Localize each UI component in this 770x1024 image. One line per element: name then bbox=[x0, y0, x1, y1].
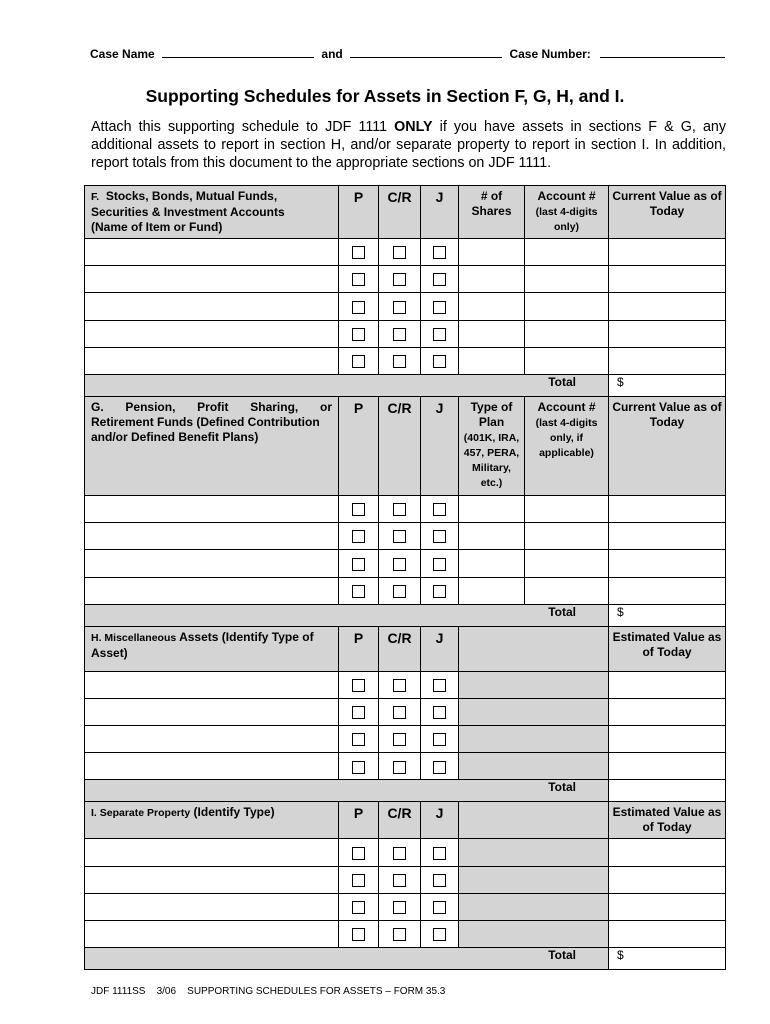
checkbox-cell-p bbox=[339, 866, 379, 893]
j-checkbox[interactable] bbox=[433, 761, 446, 774]
section-g-total-row bbox=[85, 604, 726, 626]
value-field[interactable] bbox=[609, 698, 726, 725]
checkbox-cell-p bbox=[339, 347, 379, 374]
total-label: Total bbox=[85, 780, 609, 802]
section-i-entry-row bbox=[85, 839, 726, 866]
col-shares: # of Shares bbox=[459, 186, 525, 239]
j-checkbox[interactable] bbox=[433, 328, 446, 341]
checkbox-cell-cr bbox=[379, 495, 421, 522]
account-field[interactable] bbox=[525, 550, 609, 577]
total-label: Total bbox=[85, 374, 609, 396]
account-field[interactable] bbox=[525, 266, 609, 293]
section-g-entry-row bbox=[85, 550, 726, 577]
section-h-entry-row bbox=[85, 726, 726, 753]
section-g-entry-row bbox=[85, 495, 726, 522]
section-h-header bbox=[85, 626, 726, 671]
p-checkbox[interactable] bbox=[352, 706, 365, 719]
checkbox-cell-cr bbox=[379, 671, 421, 698]
header-blank bbox=[459, 802, 609, 839]
item-name-field[interactable] bbox=[85, 523, 339, 550]
cr-checkbox[interactable] bbox=[393, 874, 406, 887]
j-checkbox[interactable] bbox=[433, 301, 446, 314]
shaded-cell bbox=[459, 893, 609, 920]
value-field[interactable] bbox=[609, 293, 726, 320]
value-field[interactable] bbox=[609, 753, 726, 780]
p-checkbox[interactable] bbox=[352, 761, 365, 774]
checkbox-cell-p bbox=[339, 266, 379, 293]
value-field[interactable] bbox=[609, 347, 726, 374]
item-name-field[interactable] bbox=[85, 839, 339, 866]
checkbox-cell-cr bbox=[379, 239, 421, 266]
col-account: Account # (last 4-digits only, if applicable) bbox=[525, 396, 609, 495]
and-label: and bbox=[321, 47, 343, 61]
value-field[interactable] bbox=[609, 921, 726, 948]
detail-field[interactable] bbox=[459, 239, 525, 266]
value-field[interactable] bbox=[609, 320, 726, 347]
section-f-title: F. Stocks, Bonds, Mutual Funds, Securities & Investment Accounts (Name of Item or Fund) bbox=[85, 186, 339, 239]
checkbox-cell-cr bbox=[379, 921, 421, 948]
item-name-field[interactable] bbox=[85, 495, 339, 522]
value-field[interactable] bbox=[609, 495, 726, 522]
value-field[interactable] bbox=[609, 239, 726, 266]
value-field[interactable] bbox=[609, 577, 726, 604]
col-estimated-value: Estimated Value as of Today bbox=[609, 802, 726, 839]
section-f-total-row bbox=[85, 374, 726, 396]
cr-checkbox[interactable] bbox=[393, 928, 406, 941]
cr-checkbox[interactable] bbox=[393, 558, 406, 571]
account-field[interactable] bbox=[525, 293, 609, 320]
case-number-label: Case Number: bbox=[509, 47, 591, 61]
p-checkbox[interactable] bbox=[352, 273, 365, 286]
section-f-total-field[interactable]: $ bbox=[609, 374, 726, 396]
value-field[interactable] bbox=[609, 523, 726, 550]
checkbox-cell-j bbox=[421, 495, 459, 522]
value-field[interactable] bbox=[609, 726, 726, 753]
j-checkbox[interactable] bbox=[433, 679, 446, 692]
shaded-cell bbox=[459, 726, 609, 753]
col-p: P bbox=[339, 626, 379, 671]
intro-paragraph bbox=[91, 118, 726, 172]
p-checkbox[interactable] bbox=[352, 301, 365, 314]
p-checkbox[interactable] bbox=[352, 558, 365, 571]
checkbox-cell-p bbox=[339, 523, 379, 550]
checkbox-cell-p bbox=[339, 671, 379, 698]
checkbox-cell-p bbox=[339, 293, 379, 320]
section-h-title: H. Miscellaneous Assets (Identify Type of Asset) bbox=[85, 626, 339, 671]
case-name-field[interactable] bbox=[162, 46, 314, 58]
col-plan-type: Type of Plan (401K, IRA, 457, PERA, Military, etc.) bbox=[459, 396, 525, 495]
checkbox-cell-p bbox=[339, 921, 379, 948]
p-checkbox[interactable] bbox=[352, 733, 365, 746]
account-field[interactable] bbox=[525, 320, 609, 347]
shaded-cell bbox=[459, 921, 609, 948]
section-g-total-field[interactable]: $ bbox=[609, 604, 726, 626]
detail-field[interactable] bbox=[459, 320, 525, 347]
form-footer: JDF 1111SS 3/06 SUPPORTING SCHEDULES FOR ASSETS – FORM 35.3 bbox=[91, 986, 446, 997]
checkbox-cell-cr bbox=[379, 320, 421, 347]
value-field[interactable] bbox=[609, 839, 726, 866]
j-checkbox[interactable] bbox=[433, 928, 446, 941]
col-j: J bbox=[421, 802, 459, 839]
checkbox-cell-p bbox=[339, 320, 379, 347]
checkbox-cell-cr bbox=[379, 293, 421, 320]
col-cr: C/R bbox=[379, 626, 421, 671]
checkbox-cell-cr bbox=[379, 726, 421, 753]
shaded-cell bbox=[459, 866, 609, 893]
j-checkbox[interactable] bbox=[433, 733, 446, 746]
item-name-field[interactable] bbox=[85, 866, 339, 893]
item-name-field[interactable] bbox=[85, 577, 339, 604]
checkbox-cell-j bbox=[421, 753, 459, 780]
col-p: P bbox=[339, 802, 379, 839]
total-label: Total bbox=[85, 948, 609, 970]
item-name-field[interactable] bbox=[85, 293, 339, 320]
detail-field[interactable] bbox=[459, 293, 525, 320]
checkbox-cell-p bbox=[339, 577, 379, 604]
cr-checkbox[interactable] bbox=[393, 328, 406, 341]
cr-checkbox[interactable] bbox=[393, 761, 406, 774]
case-number-field[interactable] bbox=[600, 46, 725, 58]
section-f-entry-row bbox=[85, 239, 726, 266]
cr-checkbox[interactable] bbox=[393, 273, 406, 286]
item-name-field[interactable] bbox=[85, 726, 339, 753]
col-current-value: Current Value as of Today bbox=[609, 396, 726, 495]
col-cr: C/R bbox=[379, 802, 421, 839]
col-cr: C/R bbox=[379, 396, 421, 495]
checkbox-cell-j bbox=[421, 523, 459, 550]
cr-checkbox[interactable] bbox=[393, 246, 406, 259]
detail-field[interactable] bbox=[459, 523, 525, 550]
cr-checkbox[interactable] bbox=[393, 503, 406, 516]
checkbox-cell-cr bbox=[379, 266, 421, 293]
detail-field[interactable] bbox=[459, 577, 525, 604]
cr-checkbox[interactable] bbox=[393, 530, 406, 543]
p-checkbox[interactable] bbox=[352, 585, 365, 598]
checkbox-cell-j bbox=[421, 893, 459, 920]
cr-checkbox[interactable] bbox=[393, 585, 406, 598]
checkbox-cell-j bbox=[421, 550, 459, 577]
case-info-line bbox=[90, 46, 730, 61]
p-checkbox[interactable] bbox=[352, 530, 365, 543]
checkbox-cell-cr bbox=[379, 550, 421, 577]
p-checkbox[interactable] bbox=[352, 246, 365, 259]
item-name-field[interactable] bbox=[85, 671, 339, 698]
section-h-total-field[interactable] bbox=[609, 780, 726, 802]
section-g-title: G. Pension, Profit Sharing, or Retirement Funds (Defined Contribution and/or Defined Benefit Plans) bbox=[85, 396, 339, 495]
j-checkbox[interactable] bbox=[433, 530, 446, 543]
header-blank bbox=[459, 626, 609, 671]
section-i-entry-row bbox=[85, 893, 726, 920]
col-account: Account # (last 4-digits only) bbox=[525, 186, 609, 239]
section-f-entry-row bbox=[85, 293, 726, 320]
account-field[interactable] bbox=[525, 239, 609, 266]
checkbox-cell-j bbox=[421, 698, 459, 725]
j-checkbox[interactable] bbox=[433, 847, 446, 860]
checkbox-cell-cr bbox=[379, 347, 421, 374]
j-checkbox[interactable] bbox=[433, 901, 446, 914]
section-i-total-row bbox=[85, 948, 726, 970]
cr-checkbox[interactable] bbox=[393, 901, 406, 914]
cr-checkbox[interactable] bbox=[393, 733, 406, 746]
item-name-field[interactable] bbox=[85, 347, 339, 374]
case-name-label: Case Name bbox=[90, 47, 155, 61]
col-p: P bbox=[339, 396, 379, 495]
section-i-entry-row bbox=[85, 866, 726, 893]
item-name-field[interactable] bbox=[85, 550, 339, 577]
cr-checkbox[interactable] bbox=[393, 301, 406, 314]
col-cr: C/R bbox=[379, 186, 421, 239]
cr-checkbox[interactable] bbox=[393, 355, 406, 368]
checkbox-cell-cr bbox=[379, 577, 421, 604]
checkbox-cell-j bbox=[421, 239, 459, 266]
account-field[interactable] bbox=[525, 347, 609, 374]
detail-field[interactable] bbox=[459, 347, 525, 374]
shaded-cell bbox=[459, 698, 609, 725]
checkbox-cell-j bbox=[421, 921, 459, 948]
p-checkbox[interactable] bbox=[352, 928, 365, 941]
value-field[interactable] bbox=[609, 671, 726, 698]
section-i-entry-row bbox=[85, 921, 726, 948]
section-h-entry-row bbox=[85, 671, 726, 698]
checkbox-cell-j bbox=[421, 347, 459, 374]
shaded-cell bbox=[459, 671, 609, 698]
section-g-entry-row bbox=[85, 523, 726, 550]
checkbox-cell-p bbox=[339, 893, 379, 920]
section-h-entry-row bbox=[85, 753, 726, 780]
total-label: Total bbox=[85, 604, 609, 626]
p-checkbox[interactable] bbox=[352, 328, 365, 341]
checkbox-cell-j bbox=[421, 577, 459, 604]
checkbox-cell-j bbox=[421, 866, 459, 893]
col-current-value: Current Value as of Today bbox=[609, 186, 726, 239]
item-name-field[interactable] bbox=[85, 698, 339, 725]
shaded-cell bbox=[459, 753, 609, 780]
checkbox-cell-cr bbox=[379, 753, 421, 780]
checkbox-cell-p bbox=[339, 239, 379, 266]
section-i-header bbox=[85, 802, 726, 839]
j-checkbox[interactable] bbox=[433, 585, 446, 598]
checkbox-cell-j bbox=[421, 320, 459, 347]
checkbox-cell-j bbox=[421, 839, 459, 866]
cr-checkbox[interactable] bbox=[393, 706, 406, 719]
checkbox-cell-p bbox=[339, 753, 379, 780]
detail-field[interactable] bbox=[459, 266, 525, 293]
checkbox-cell-j bbox=[421, 671, 459, 698]
p-checkbox[interactable] bbox=[352, 901, 365, 914]
value-field[interactable] bbox=[609, 266, 726, 293]
detail-field[interactable] bbox=[459, 550, 525, 577]
intro-text-1: Attach this supporting schedule to JDF 1111 bbox=[91, 119, 395, 135]
checkbox-cell-cr bbox=[379, 866, 421, 893]
checkbox-cell-j bbox=[421, 293, 459, 320]
checkbox-cell-cr bbox=[379, 523, 421, 550]
checkbox-cell-cr bbox=[379, 698, 421, 725]
section-i-title: I. Separate Property (Identify Type) bbox=[85, 802, 339, 839]
j-checkbox[interactable] bbox=[433, 273, 446, 286]
section-f-entry-row bbox=[85, 266, 726, 293]
j-checkbox[interactable] bbox=[433, 706, 446, 719]
p-checkbox[interactable] bbox=[352, 679, 365, 692]
checkbox-cell-j bbox=[421, 726, 459, 753]
p-checkbox[interactable] bbox=[352, 874, 365, 887]
section-g-entry-row bbox=[85, 577, 726, 604]
shaded-cell bbox=[459, 839, 609, 866]
col-p: P bbox=[339, 186, 379, 239]
j-checkbox[interactable] bbox=[433, 874, 446, 887]
j-checkbox[interactable] bbox=[433, 246, 446, 259]
checkbox-cell-j bbox=[421, 266, 459, 293]
checkbox-cell-p bbox=[339, 550, 379, 577]
col-estimated-value: Estimated Value as of Today bbox=[609, 626, 726, 671]
j-checkbox[interactable] bbox=[433, 503, 446, 516]
col-j: J bbox=[421, 396, 459, 495]
p-checkbox[interactable] bbox=[352, 503, 365, 516]
col-j: J bbox=[421, 626, 459, 671]
account-field[interactable] bbox=[525, 577, 609, 604]
intro-text-2: if you have assets in sections F & G, any additional assets to report in section H, and/or separate property to report in section I. In addition, report totals from this document to the appropriate sections on JDF 1111. bbox=[91, 119, 726, 171]
item-name-field[interactable] bbox=[85, 266, 339, 293]
col-j: J bbox=[421, 186, 459, 239]
page-title: Supporting Schedules for Assets in Section F, G, H, and I. bbox=[145, 86, 625, 106]
account-field[interactable] bbox=[525, 495, 609, 522]
checkbox-cell-p bbox=[339, 495, 379, 522]
cr-checkbox[interactable] bbox=[393, 679, 406, 692]
section-f-header bbox=[85, 186, 726, 239]
item-name-field[interactable] bbox=[85, 239, 339, 266]
checkbox-cell-p bbox=[339, 839, 379, 866]
checkbox-cell-p bbox=[339, 726, 379, 753]
value-field[interactable] bbox=[609, 550, 726, 577]
section-f-entry-row bbox=[85, 320, 726, 347]
item-name-field[interactable] bbox=[85, 893, 339, 920]
second-party-field[interactable] bbox=[350, 46, 502, 58]
account-field[interactable] bbox=[525, 523, 609, 550]
checkbox-cell-p bbox=[339, 698, 379, 725]
asset-schedule-table bbox=[84, 185, 726, 970]
value-field[interactable] bbox=[609, 866, 726, 893]
section-g-header bbox=[85, 396, 726, 495]
item-name-field[interactable] bbox=[85, 753, 339, 780]
checkbox-cell-cr bbox=[379, 893, 421, 920]
item-name-field[interactable] bbox=[85, 921, 339, 948]
section-i-total-field[interactable]: $ bbox=[609, 948, 726, 970]
item-name-field[interactable] bbox=[85, 320, 339, 347]
p-checkbox[interactable] bbox=[352, 355, 365, 368]
section-h-total-row bbox=[85, 780, 726, 802]
value-field[interactable] bbox=[609, 893, 726, 920]
cr-checkbox[interactable] bbox=[393, 847, 406, 860]
section-f-entry-row bbox=[85, 347, 726, 374]
j-checkbox[interactable] bbox=[433, 355, 446, 368]
p-checkbox[interactable] bbox=[352, 847, 365, 860]
intro-only: ONLY bbox=[394, 119, 433, 135]
checkbox-cell-cr bbox=[379, 839, 421, 866]
detail-field[interactable] bbox=[459, 495, 525, 522]
j-checkbox[interactable] bbox=[433, 558, 446, 571]
section-h-entry-row bbox=[85, 698, 726, 725]
